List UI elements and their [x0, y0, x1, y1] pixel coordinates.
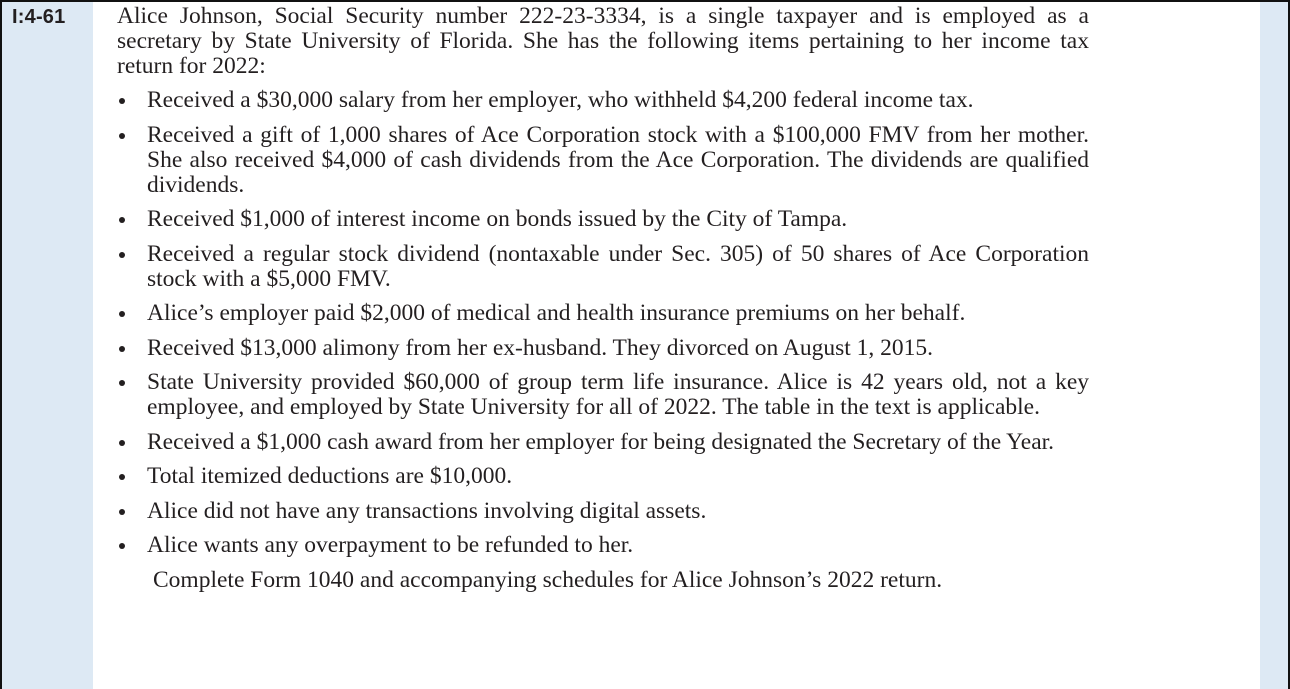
problem-item-text: State University provided $60,000 of group term life insurance. Alice is 42 years old, not a key employee, and employed by State University for all of 2022. The table in the text is applicable.	[147, 369, 1089, 420]
bullet-icon	[119, 543, 125, 549]
problem-item	[117, 336, 1089, 361]
bullet-icon	[119, 474, 125, 480]
bullet-icon	[119, 380, 125, 386]
problem-item-text: Total itemized deductions are $10,000.	[147, 463, 513, 489]
problem-item	[117, 123, 1089, 198]
problem-item-text: Received a $1,000 cash award from her employer for being designated the Secretary of the Year.	[147, 428, 1055, 455]
problem-item-text: Alice’s employer paid $2,000 of medical and health insurance premiums on her behalf.	[147, 300, 966, 326]
problem-item	[117, 464, 1089, 489]
problem-item	[117, 430, 1089, 455]
bullet-icon	[119, 509, 125, 515]
problem-item	[117, 499, 1089, 524]
problem-item	[117, 88, 1089, 113]
bullet-icon	[119, 252, 125, 258]
problem-item-text: Alice did not have any transactions involving digital assets.	[147, 497, 707, 524]
bullet-icon	[119, 346, 125, 352]
frame-top-border	[0, 0, 1290, 2]
problem-item-text: Received a gift of 1,000 shares of Ace Corporation stock with a $100,000 FMV from her mother. She also received $4,000 of cash dividends from the Ace Corporation. The dividends are qualified dividends.	[147, 121, 1089, 198]
frame-left-border	[0, 0, 2, 689]
problem-item	[117, 370, 1089, 420]
bullet-icon	[119, 311, 125, 317]
bullet-icon	[119, 98, 125, 104]
problem-item-text: Received a regular stock dividend (nontaxable under Sec. 305) of 50 shares of Ace Corporation stock with a $5,000 FMV.	[147, 240, 1089, 292]
problem-item-text: Received $13,000 alimony from her ex-husband. They divorced on August 1, 2015.	[147, 334, 934, 361]
bullet-icon	[119, 133, 125, 139]
bullet-icon	[119, 217, 125, 223]
problem-item	[117, 207, 1089, 232]
problem-item-text: Alice wants any overpayment to be refunded to her.	[147, 532, 634, 558]
problem-content	[117, 4, 1247, 593]
problem-item	[117, 301, 1089, 326]
problem-instruction: Complete Form 1040 and accompanying schedules for Alice Johnson’s 2022 return.	[153, 566, 943, 593]
problem-item	[117, 533, 1089, 558]
problem-item-text: Received a $30,000 salary from her employer, who withheld $4,200 federal income tax.	[147, 87, 974, 113]
bullet-icon	[119, 440, 125, 446]
problem-item	[117, 242, 1089, 292]
problem-number: I:4-61	[12, 6, 66, 28]
problem-intro: Alice Johnson, Social Security number 222-23-3334, is a single taxpayer and is employed as a secretary by State University of Florida. She has the following items pertaining to her income tax return for 2022:	[117, 3, 1089, 79]
problem-item-list	[117, 88, 1247, 558]
problem-item-text: Received $1,000 of interest income on bonds issued by the City of Tampa.	[147, 206, 848, 232]
